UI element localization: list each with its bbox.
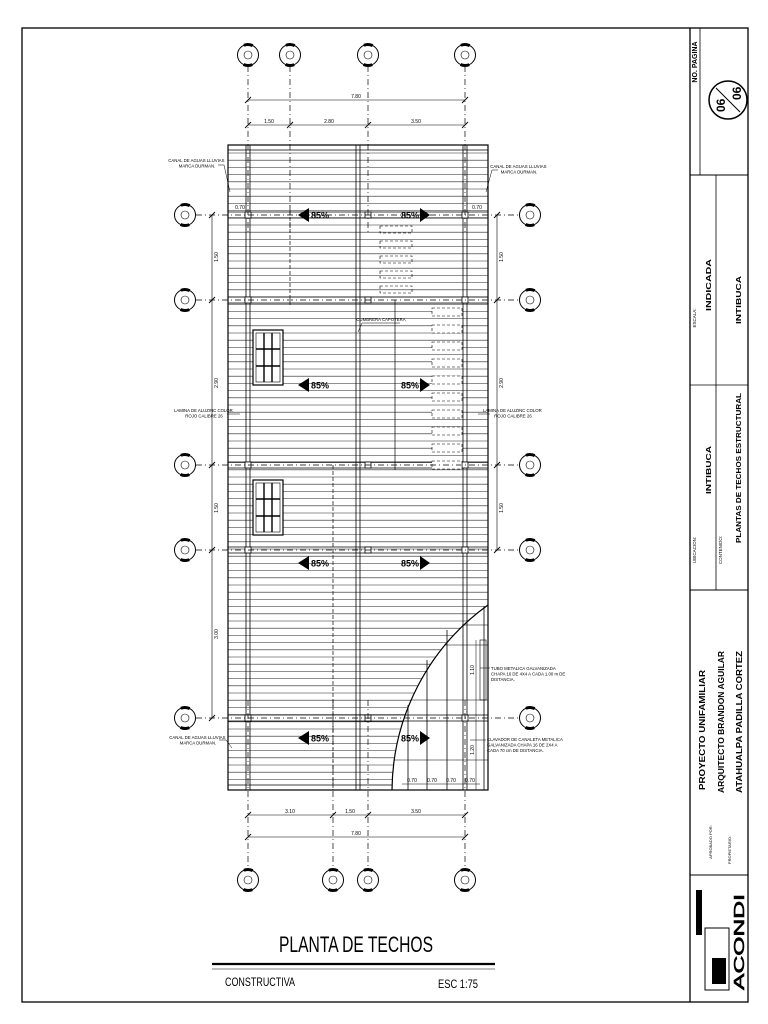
slope-label: 85% bbox=[311, 210, 330, 221]
slope-label: 85% bbox=[311, 380, 330, 391]
purlin-block bbox=[432, 325, 462, 333]
bubble-ring bbox=[520, 708, 541, 729]
dim-right-lower-1: 1.10 bbox=[470, 665, 476, 675]
logo-bar bbox=[696, 890, 702, 935]
dim-arc-bay-4: 0.70 bbox=[465, 778, 475, 784]
dim-top-2: 2.80 bbox=[324, 119, 334, 125]
note-line: CLAVADOR DE CANALETA METALICA bbox=[487, 737, 563, 742]
drawing-subtitle: CONSTRUCTIVA bbox=[225, 975, 295, 989]
grid-axis-bubble bbox=[358, 870, 379, 891]
dim-top-1: 1.50 bbox=[264, 119, 274, 125]
drawing-scale: ESC 1:75 bbox=[438, 977, 479, 991]
note-line: ROJO CALIBRE 26 bbox=[185, 413, 223, 419]
grid-axis-bubble bbox=[175, 205, 196, 226]
grid-axis-bubble bbox=[358, 45, 379, 66]
grid-axis-bubble bbox=[520, 205, 541, 226]
purlin-block bbox=[432, 444, 462, 452]
note-ridge bbox=[356, 317, 405, 322]
grid-axis-bubble bbox=[520, 540, 541, 561]
project-name: PROYECTO UNIFAMILIAR bbox=[698, 691, 707, 790]
grid-axis-bubble bbox=[238, 45, 259, 66]
grid-axis-bubble bbox=[238, 870, 259, 891]
bubble-ring bbox=[520, 455, 541, 476]
bubble-ring bbox=[175, 290, 196, 311]
window-frame bbox=[253, 330, 283, 385]
approved-by: ARQUITECTO BRANDON AGUILAR bbox=[716, 650, 726, 793]
approved-label: APROBADO POR: bbox=[708, 825, 713, 859]
skylight-window-lower bbox=[253, 480, 283, 535]
grid-axis-bubble bbox=[323, 870, 344, 891]
grid-axis-bubble bbox=[455, 870, 476, 891]
purlin-block bbox=[432, 427, 462, 435]
dim-arc-bay-3: 0.70 bbox=[446, 778, 456, 784]
note-line: CADA 70 cm DE DISTANCIA. bbox=[487, 748, 544, 753]
slope-label: 85% bbox=[311, 558, 330, 569]
grid-axis-bubble bbox=[175, 540, 196, 561]
dim-left-1: 1.50 bbox=[214, 252, 220, 262]
page-label: NO. PAGINA bbox=[692, 41, 699, 83]
purlin-block bbox=[432, 308, 462, 316]
logo-text: ACONDI bbox=[731, 931, 748, 990]
grid-axis-bubble bbox=[280, 45, 301, 66]
dim-bottom-total: 7.80 bbox=[351, 831, 361, 837]
bubble-ring bbox=[358, 45, 379, 66]
dim-eave-left: 0.70 bbox=[235, 205, 245, 211]
bubble-ring bbox=[175, 540, 196, 561]
dim-bottom-1: 3.10 bbox=[285, 809, 295, 815]
scale-location: INTIBUCA bbox=[734, 288, 743, 324]
dim-top-total: 7.80 bbox=[351, 94, 361, 100]
note-line: CHAPA 16 DE 4X4 A CADA 1.00 m DE bbox=[491, 671, 566, 677]
bubble-ring bbox=[455, 45, 476, 66]
dim-left-3: 1.50 bbox=[214, 503, 220, 513]
note-line: LAMINA DE ALUZINC COLOR bbox=[483, 408, 542, 413]
location-value: INTIBUCA bbox=[704, 458, 713, 494]
dim-bottom-3: 3.50 bbox=[411, 809, 421, 815]
grid-axis-bubble bbox=[455, 45, 476, 66]
note-line: GALVANIZADA CHAPA 16 DE 2X4 A bbox=[487, 742, 558, 748]
dim-right-1: 1.50 bbox=[499, 252, 505, 262]
bubble-ring bbox=[323, 870, 344, 891]
slope-label: 85% bbox=[400, 210, 419, 221]
note-line: MARCA DURMAN. bbox=[179, 740, 217, 746]
note-line: TUBO METALICA GALVANIZADA bbox=[491, 666, 556, 671]
dim-left-4: 3.00 bbox=[214, 629, 220, 639]
window-frame bbox=[253, 480, 283, 535]
dim-arc-bay-1: 0.70 bbox=[407, 778, 417, 784]
purlin-block bbox=[432, 359, 462, 367]
dim-eave-right: 0.70 bbox=[472, 205, 482, 211]
dim-top-3: 3.50 bbox=[411, 119, 421, 125]
purlin-block bbox=[432, 342, 462, 350]
grid-axis-bubble bbox=[175, 290, 196, 311]
bubble-ring bbox=[455, 870, 476, 891]
content-value: PLANTAS DE TECHOS ESTRUCTURAL bbox=[734, 403, 743, 543]
note-line: ROJO CALIBRE 26 bbox=[494, 413, 532, 419]
owner-label: PROPIETARIO: bbox=[727, 835, 732, 865]
page-number: 06 bbox=[714, 98, 728, 112]
grid-axis-bubble bbox=[175, 708, 196, 729]
note-line: CANAL DE AGUAS LLUVIAS bbox=[168, 158, 225, 163]
note-line: MARCA DURMAN. bbox=[178, 163, 216, 169]
purlin-block bbox=[432, 376, 462, 384]
location-label: UBICACION: bbox=[692, 536, 697, 564]
bubble-ring bbox=[175, 708, 196, 729]
slope-label: 85% bbox=[400, 733, 419, 744]
note-line: MARCA DURMAN. bbox=[500, 169, 538, 175]
bubble-ring bbox=[520, 540, 541, 561]
slope-label: 85% bbox=[400, 380, 419, 391]
bubble-ring bbox=[238, 870, 259, 891]
bubble-ring bbox=[175, 205, 196, 226]
bubble-ring bbox=[358, 870, 379, 891]
purlin-block bbox=[432, 410, 462, 418]
note-line: CUMBRERA CAPOTERA bbox=[356, 317, 406, 322]
bubble-ring bbox=[238, 45, 259, 66]
scale-label: ESCALA: bbox=[692, 308, 697, 328]
slope-label: 85% bbox=[400, 558, 419, 569]
drawing-title: PLANTA DE TECHOS bbox=[279, 932, 433, 957]
note-line: DISTANCIA. bbox=[491, 677, 515, 682]
note-line: CANAL DE AGUAS LLUVIAS bbox=[169, 735, 226, 740]
dim-left-2: 2.90 bbox=[214, 378, 220, 388]
grid-axis-bubble bbox=[520, 290, 541, 311]
owner-name: ATAHUALPA PADILLA CORTEZ bbox=[734, 666, 744, 793]
purlin-block bbox=[432, 393, 462, 401]
logo-block bbox=[712, 958, 726, 984]
dim-right-2: 2.90 bbox=[499, 378, 505, 388]
bubble-ring bbox=[280, 45, 301, 66]
bubble-ring bbox=[175, 455, 196, 476]
note-line: CANAL DE AGUAS LLUVIAS bbox=[490, 164, 547, 169]
grid-axis-bubble bbox=[520, 455, 541, 476]
dim-bottom-2: 1.50 bbox=[345, 809, 355, 815]
grid-axis-bubble bbox=[520, 708, 541, 729]
content-label: CONTENIDO: bbox=[718, 535, 723, 565]
grid-axis-bubble bbox=[175, 455, 196, 476]
note-line: LAMINA DE ALUZINC COLOR bbox=[174, 408, 233, 413]
bubble-ring bbox=[520, 290, 541, 311]
dim-right-lower-2: 1.20 bbox=[470, 745, 476, 755]
dim-right-3: 1.50 bbox=[499, 503, 505, 513]
dim-arc-bay-2: 0.70 bbox=[427, 778, 437, 784]
scale-value: INDICADA bbox=[704, 274, 713, 311]
skylight-window-upper bbox=[253, 330, 283, 385]
slope-label: 85% bbox=[311, 733, 330, 744]
bubble-ring bbox=[520, 205, 541, 226]
page-total: 06 bbox=[730, 86, 744, 100]
